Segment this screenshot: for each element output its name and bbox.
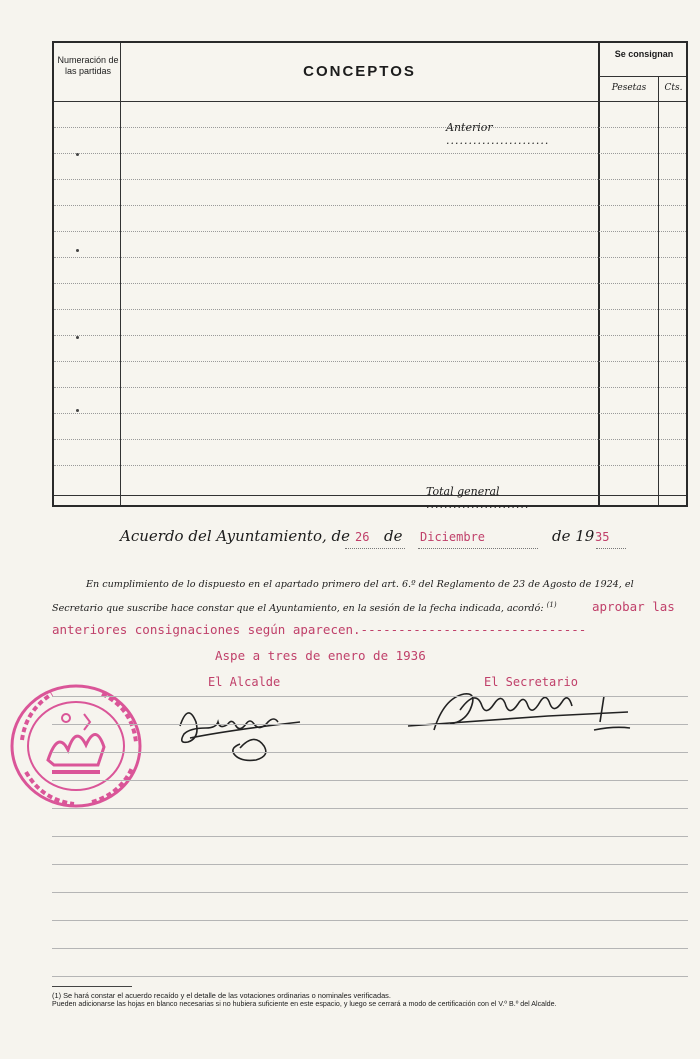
label-total-general: Total general .......................	[426, 485, 530, 511]
footnote-1: (1) Se hará constar el acuerdo recaído y el detalle de las votaciones ordinarias o nominales verificadas.	[52, 991, 391, 1000]
header-conceptos: CONCEPTOS	[303, 63, 416, 80]
label-anterior: Anterior .......................	[446, 121, 550, 147]
footnote-mark: (1)	[546, 601, 557, 609]
label-secretario: El Secretario	[484, 675, 578, 689]
header-cts: Cts.	[664, 83, 683, 93]
acuerdo-year-prefix: de 19	[552, 527, 595, 545]
acuerdo-de: de	[384, 527, 403, 545]
acuerdo-day: 26	[355, 530, 370, 544]
acuerdo-prefix: Acuerdo del Ayuntamiento, de	[120, 527, 351, 545]
header-numeracion: Numeración de las partidas	[57, 55, 119, 76]
typed-place-date: Aspe a tres de enero de 1936	[215, 648, 426, 663]
paragraph-line-1: En cumplimiento de lo dispuesto en el apartado primero del art. 6.º del Reglamento de 23 de Agosto de 1924, el	[86, 579, 634, 590]
header-pesetas: Pesetas	[611, 83, 647, 93]
acuerdo-month: Diciembre	[420, 530, 486, 544]
acuerdo-year: 35	[595, 530, 610, 544]
typed-consignaciones: anteriores consignaciones según aparecen.------------------------------	[52, 622, 587, 637]
footnote-2: Pueden adicionarse las hojas en blanco necesarias si no hubiera suficiente en este espacio, y luego se cerrará a modo de certificación con el V.º B.º del Alcalde.	[52, 1000, 557, 1008]
paragraph-line-2: Secretario que suscribe hace constar que el Ayuntamiento, en la sesión de la fecha indicada, acordó: $^{(1)}$	[52, 601, 557, 615]
header-se-consignan: Se consignan	[614, 49, 674, 59]
label-alcalde: El Alcalde	[208, 675, 281, 689]
ruled-lines	[52, 0, 688, 1059]
typed-aprobar: aprobar las	[592, 599, 675, 614]
